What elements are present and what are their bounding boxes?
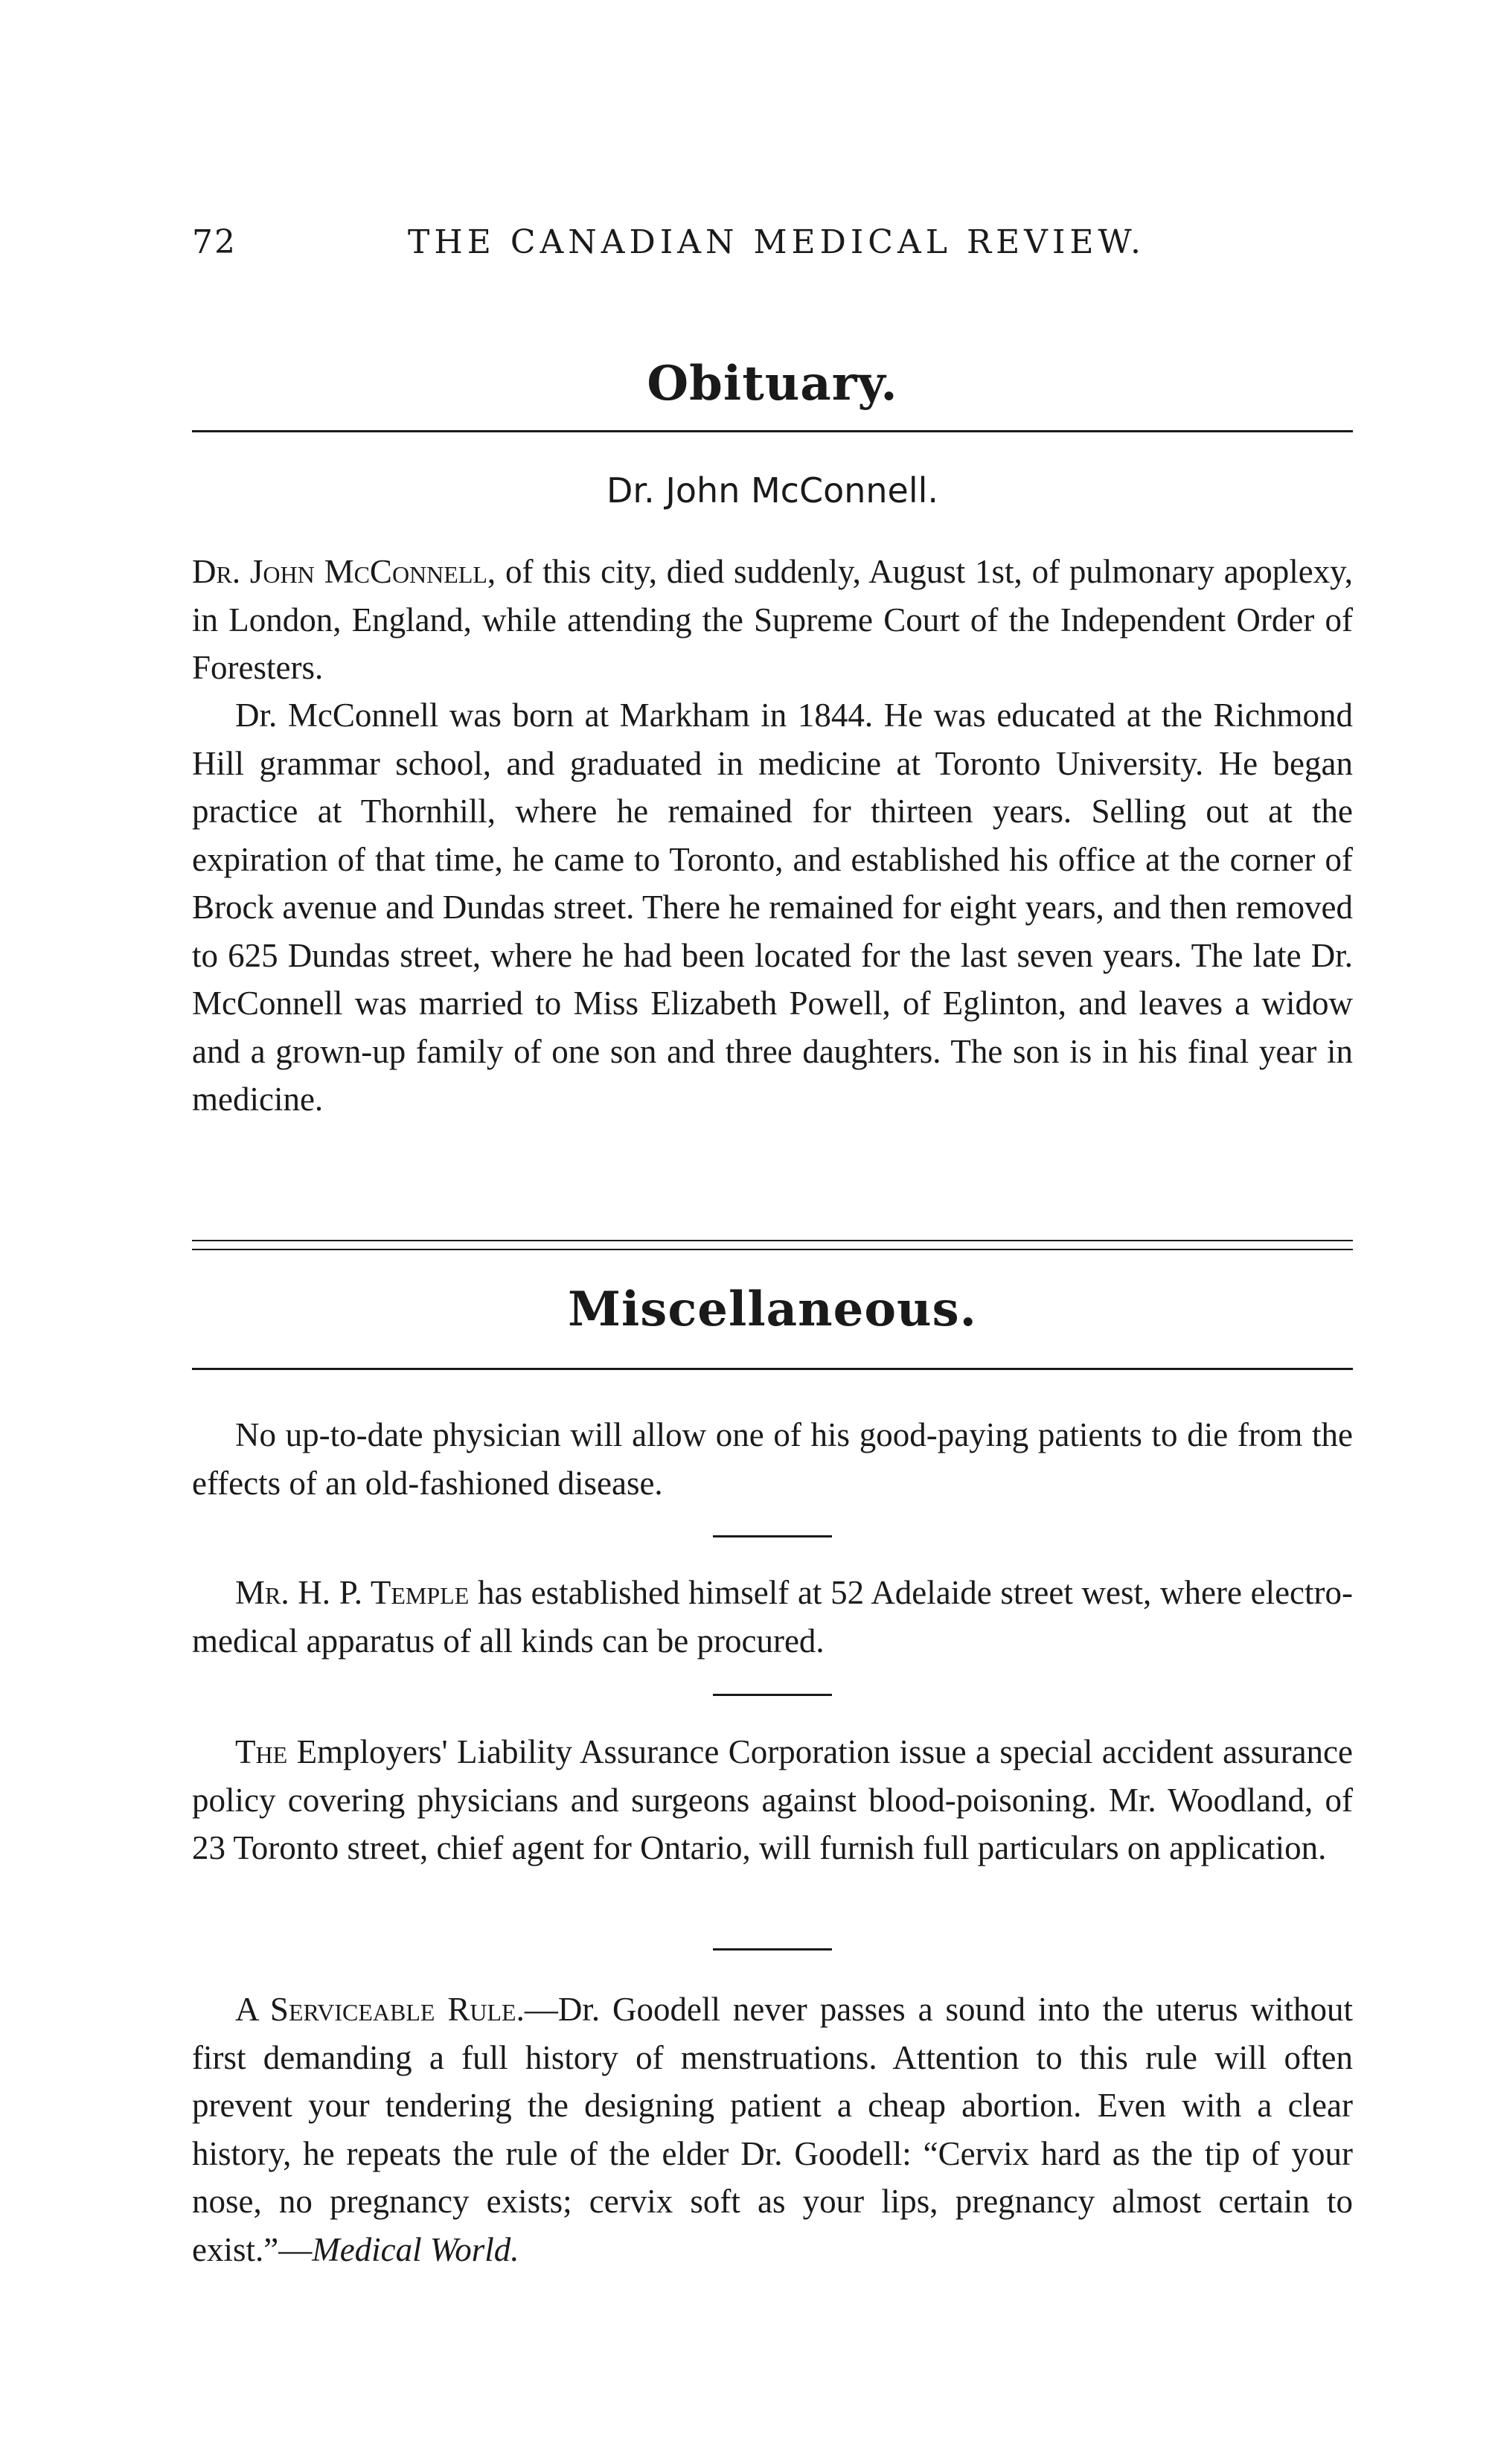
section-divider-top bbox=[192, 1240, 1353, 1241]
misc-item-2 bbox=[192, 1569, 1353, 1665]
misc-item-3 bbox=[192, 1728, 1353, 1872]
section-divider-bottom bbox=[192, 1249, 1353, 1250]
misc-item-2-lead: Mr. H. P. Temple bbox=[235, 1574, 470, 1611]
misc-item-4-source: Medical World. bbox=[312, 2230, 519, 2268]
obituary-paragraph-2: Dr. McConnell was born at Markham in 1844. He was educated at the Richmond Hill grammar school, and graduated in medicine at Toronto University. He began practice at Thornhill, where he remained for thirteen years. Selling out at the expiration of that time, he came to Toronto, and established his office at the corner of Brock avenue and Dundas street. There he remained for eight years, and then removed to 625 Dundas street, where he had been located for the last seven years. The late Dr. McConnell was married to Miss Elizabeth Powell, of Eglinton, and leaves a widow and a grown-up family of one son and three daughters. The son is in his final year in medicine. bbox=[192, 697, 1353, 1118]
item-separator-2 bbox=[713, 1694, 832, 1696]
misc-item-2-text: has established himself at 52 Adelaide street west, where electro-medical apparatus of all kinds can be procured. bbox=[192, 1574, 1353, 1660]
journal-title: THE CANADIAN MEDICAL REVIEW. bbox=[408, 223, 1145, 261]
misc-item-3-lead: The bbox=[235, 1733, 288, 1770]
obituary-paragraph-1 bbox=[192, 548, 1353, 692]
obituary-title-rule bbox=[192, 430, 1353, 432]
misc-item-4-lead: A Serviceable Rule. bbox=[235, 1991, 525, 2028]
obituary-section-title: Obituary. bbox=[647, 356, 898, 412]
item-separator-1 bbox=[713, 1535, 832, 1537]
running-head bbox=[192, 223, 1353, 275]
obituary-lead-name: Dr. John McConnell, bbox=[192, 553, 496, 590]
misc-item-4 bbox=[192, 1985, 1353, 2273]
item-separator-3 bbox=[713, 1948, 832, 1951]
page-number: 72 bbox=[192, 223, 237, 261]
misc-item-3-text: Employers' Liability Assurance Corporation issue a special accident assurance policy covering physicians and surgeons against blood-poisoning. Mr. Woodland, of 23 Toronto street, chief agent for Ontario, will furnish full particulars on application. bbox=[192, 1733, 1353, 1866]
misc-item-1: No up-to-date physician will allow one of his good-paying patients to die from the effects of an old-fashioned disease. bbox=[192, 1416, 1353, 1502]
misc-item-4-text: —Dr. Goodell never passes a sound into the uterus without first demanding a full history of menstruations. Attention to this rule will often prevent your tendering the designing patient a cheap abortion. Even with a clear history, he repeats the rule of the elder Dr. Goodell: “Cervix hard as the tip of your nose, no pregnancy exists; cervix soft as your lips, pregnancy almost certain to exist.”— bbox=[192, 1991, 1353, 2268]
miscellaneous-title-rule bbox=[192, 1368, 1353, 1370]
obituary-paragraph-1-text: of this city, died suddenly, August 1st, of pulmonary apoplexy, in London, England, while attending the Supreme Court of the Independent Order of Foresters. bbox=[192, 553, 1353, 686]
article-heading: Dr. John McConnell. bbox=[606, 470, 939, 511]
miscellaneous-section-title: Miscellaneous. bbox=[568, 1281, 977, 1337]
